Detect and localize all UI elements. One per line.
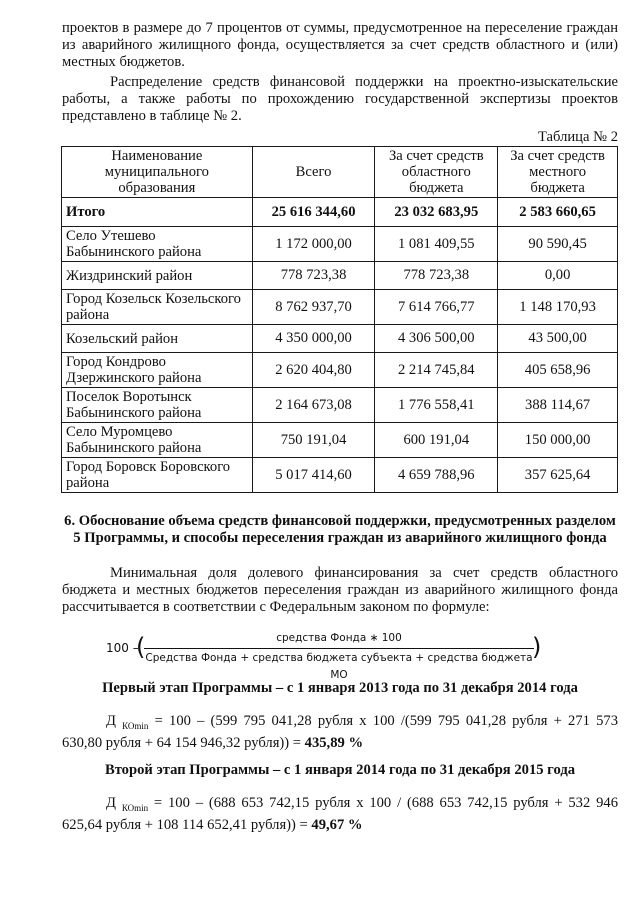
cell-local: 405 658,96 — [498, 353, 618, 388]
formula — [62, 630, 618, 681]
table-row — [62, 227, 618, 262]
table-row — [62, 290, 618, 325]
formula-paren-right: ) — [532, 633, 542, 661]
cell-regional: 778 723,38 — [375, 262, 498, 290]
cell-name: Козельский район — [62, 325, 253, 353]
table-header-row — [62, 147, 618, 198]
formula-numerator: средства Фонда ∗ 100 — [144, 630, 534, 649]
cell-total: 25 616 344,60 — [252, 198, 375, 227]
cell-local: 43 500,00 — [498, 325, 618, 353]
formula-paren-left: ( — [136, 633, 146, 661]
cell-regional: 1 776 558,41 — [375, 388, 498, 423]
cell-local: 1 148 170,93 — [498, 290, 618, 325]
section-6-paragraph: Минимальная доля долевого финансирования за счет средств областного бюджета и местных бюджетов переселения граждан из аварийного жилищного фонда рассчитывается в соответствии с Федеральным законом по формуле: — [62, 565, 618, 615]
cell-regional: 4 659 788,96 — [375, 458, 498, 493]
table-row-total — [62, 198, 618, 227]
stage-2-heading: Второй этап Программы – с 1 января 2014 года по 31 декабря 2015 года — [104, 761, 576, 778]
table-row — [62, 325, 618, 353]
calc-symbol: Д — [106, 794, 116, 811]
document-page — [62, 20, 618, 834]
header-regional: За счет средств областного бюджета — [375, 147, 498, 198]
stage-1-calculation — [62, 713, 618, 752]
stage-1-heading: Первый этап Программы – с 1 января 2013 года по 31 декабря 2014 года — [102, 680, 578, 696]
cell-local: 357 625,64 — [498, 458, 618, 493]
cell-local: 2 583 660,65 — [498, 198, 618, 227]
calc-result: 49,67 % — [311, 816, 363, 833]
cell-name: Село Утешево Бабынинского района — [62, 227, 253, 262]
intro-paragraph-2: Распределение средств финансовой поддержки на проектно-изыскательские работы, а также работы по прохождению государственной экспертизы проектов представлено в таблице № 2. — [62, 74, 618, 124]
table-row — [62, 423, 618, 458]
cell-name: Жиздринский район — [62, 262, 253, 290]
cell-name: Город Козельск Козельского района — [62, 290, 253, 325]
cell-name: Поселок Воротынск Бабынинского района — [62, 388, 253, 423]
formula-prefix: 100 – — [106, 641, 139, 655]
cell-total: 750 191,04 — [252, 423, 375, 458]
cell-local: 388 114,67 — [498, 388, 618, 423]
cell-total: 2 620 404,80 — [252, 353, 375, 388]
table-row — [62, 262, 618, 290]
calc-subscript: КОmin — [121, 802, 149, 813]
stage-2-calculation — [62, 795, 618, 834]
cell-name: Итого — [62, 198, 253, 227]
calc-result: 435,89 % — [304, 734, 364, 751]
header-municipality: Наименование муниципального образования — [62, 147, 253, 198]
cell-total: 5 017 414,60 — [252, 458, 375, 493]
cell-regional: 23 032 683,95 — [375, 198, 498, 227]
calc-expression: = 100 – (688 653 742,15 рубля x 100 / (688 653 742,15 рубля + 532 946 625,64 рубля + 108 114 652,41 рубля)) = — [62, 794, 618, 833]
header-total: Всего — [252, 147, 375, 198]
cell-total: 2 164 673,08 — [252, 388, 375, 423]
table-caption: Таблица № 2 — [538, 129, 618, 145]
table-row — [62, 458, 618, 493]
cell-local: 90 590,45 — [498, 227, 618, 262]
section-6-heading: 6. Обоснование объема средств финансовой поддержки, предусмотренных разделом 5 Программы, и способы переселения граждан из аварийного жилищного фонда — [64, 513, 616, 546]
cell-total: 8 762 937,70 — [252, 290, 375, 325]
funding-table — [61, 146, 618, 493]
cell-total: 1 172 000,00 — [252, 227, 375, 262]
calc-expression: = 100 – (599 795 041,28 рубля x 100 /(599 795 041,28 рубля + 271 573 630,80 рубля + 64 154 946,32 рубля)) = — [62, 713, 618, 751]
cell-regional: 4 306 500,00 — [375, 325, 498, 353]
formula-fraction — [144, 630, 534, 684]
cell-regional: 7 614 766,77 — [375, 290, 498, 325]
cell-local: 150 000,00 — [498, 423, 618, 458]
intro-paragraph-1: проектов в размере до 7 процентов от суммы, предусмотренное на переселение граждан из аварийного жилищного фонда, осуществляется за счет средств областного и (или) местных бюджетов. — [62, 20, 618, 70]
calc-symbol: Д — [106, 713, 116, 729]
cell-local: 0,00 — [498, 262, 618, 290]
table-row — [62, 353, 618, 388]
table-row — [62, 388, 618, 423]
cell-total: 4 350 000,00 — [252, 325, 375, 353]
calc-subscript: КОmin — [122, 720, 149, 731]
cell-regional: 1 081 409,55 — [375, 227, 498, 262]
cell-regional: 600 191,04 — [375, 423, 498, 458]
cell-regional: 2 214 745,84 — [375, 353, 498, 388]
cell-name: Село Муромцево Бабынинского района — [62, 423, 253, 458]
cell-total: 778 723,38 — [252, 262, 375, 290]
cell-name: Город Боровск Боровского района — [62, 458, 253, 493]
header-local: За счет средств местного бюджета — [498, 147, 618, 198]
cell-name: Город Кондрово Дзержинского района — [62, 353, 253, 388]
formula-denominator: Средства Фонда + средства бюджета субъекта + средства бюджета МО — [145, 652, 533, 681]
